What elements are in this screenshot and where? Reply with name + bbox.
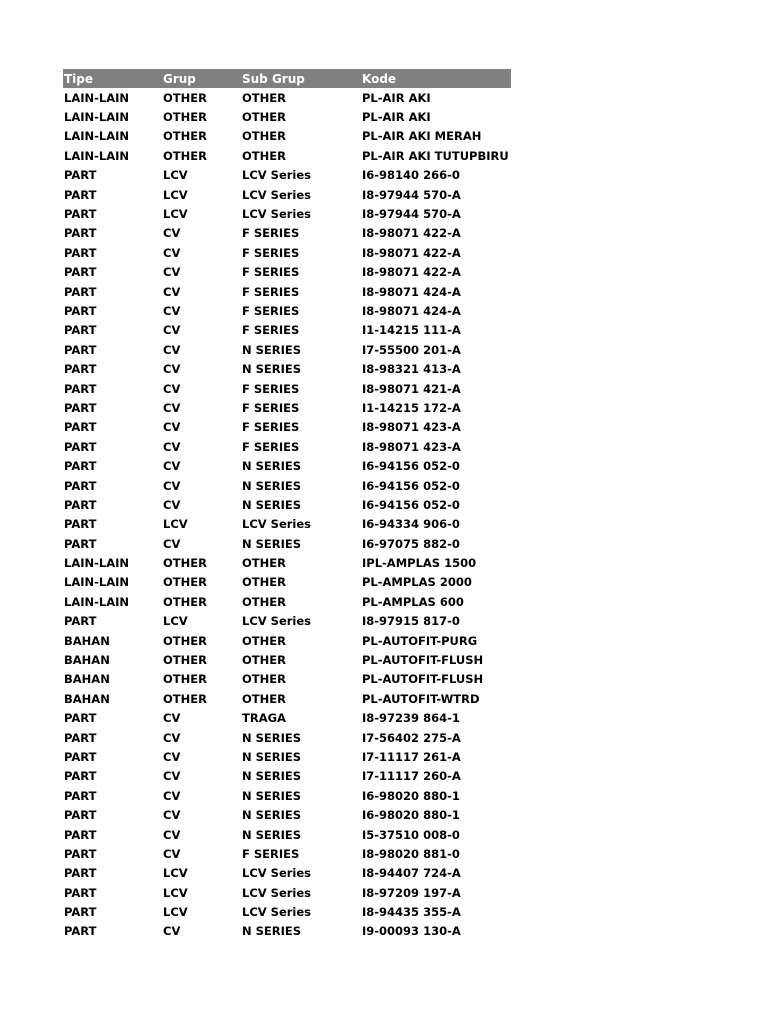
- cell-tipe: BAHAN: [64, 633, 110, 648]
- cell-kode: PL-AIR AKI: [362, 110, 431, 125]
- table-row: [63, 146, 511, 165]
- table-row: [63, 825, 511, 844]
- cell-tipe: PART: [64, 711, 97, 726]
- cell-sub-grup: LCV Series: [242, 866, 312, 881]
- table-row: [63, 922, 511, 941]
- cell-kode: PL-AUTOFIT-PURG: [362, 633, 478, 648]
- cell-kode: I8-97915 817-0: [362, 614, 460, 629]
- cell-grup: CV: [163, 536, 181, 551]
- cell-grup: CV: [163, 265, 181, 280]
- cell-tipe: LAIN-LAIN: [64, 129, 130, 144]
- table-row: [63, 553, 511, 572]
- table-body: [63, 88, 511, 941]
- table-row: [63, 612, 511, 631]
- cell-tipe: PART: [64, 730, 97, 745]
- cell-sub-grup: OTHER: [242, 110, 286, 125]
- cell-sub-grup: F SERIES: [242, 323, 300, 338]
- cell-tipe: PART: [64, 362, 97, 377]
- cell-tipe: PART: [64, 187, 97, 202]
- cell-kode: I7-55500 201-A: [362, 342, 461, 357]
- cell-grup: CV: [163, 323, 181, 338]
- cell-grup: CV: [163, 284, 181, 299]
- cell-sub-grup: N SERIES: [242, 730, 302, 745]
- table-row: [63, 786, 511, 805]
- cell-kode: PL-AIR AKI TUTUPBIRU: [362, 148, 509, 163]
- header-tipe: Tipe: [64, 71, 94, 86]
- cell-kode: I8-97209 197-A: [362, 885, 461, 900]
- cell-grup: OTHER: [163, 148, 207, 163]
- cell-sub-grup: F SERIES: [242, 400, 300, 415]
- cell-tipe: LAIN-LAIN: [64, 575, 130, 590]
- cell-grup: LCV: [163, 517, 188, 532]
- cell-grup: CV: [163, 749, 181, 764]
- table-row: [63, 185, 511, 204]
- cell-grup: CV: [163, 769, 181, 784]
- table-row: [63, 631, 511, 650]
- cell-grup: CV: [163, 497, 181, 512]
- cell-sub-grup: OTHER: [242, 148, 286, 163]
- cell-grup: CV: [163, 245, 181, 260]
- header-grup: Grup: [163, 71, 196, 86]
- cell-kode: I8-98071 423-A: [362, 420, 461, 435]
- table-row: [63, 127, 511, 146]
- cell-sub-grup: F SERIES: [242, 439, 300, 454]
- table-row: [63, 650, 511, 669]
- cell-grup: CV: [163, 846, 181, 861]
- cell-grup: CV: [163, 711, 181, 726]
- cell-kode: I5-37510 008-0: [362, 827, 460, 842]
- table-row: [63, 204, 511, 223]
- cell-kode: I8-98071 421-A: [362, 381, 461, 396]
- cell-sub-grup: OTHER: [242, 594, 286, 609]
- cell-sub-grup: N SERIES: [242, 478, 302, 493]
- cell-kode: I6-94156 052-0: [362, 459, 460, 474]
- cell-tipe: PART: [64, 245, 97, 260]
- cell-grup: OTHER: [163, 129, 207, 144]
- cell-grup: OTHER: [163, 653, 207, 668]
- cell-kode: I6-94334 906-0: [362, 517, 460, 532]
- cell-kode: I8-98020 881-0: [362, 846, 460, 861]
- cell-sub-grup: LCV Series: [242, 905, 312, 920]
- table-row: [63, 166, 511, 185]
- cell-kode: I8-97239 864-1: [362, 711, 460, 726]
- table-row: [63, 321, 511, 340]
- cell-grup: OTHER: [163, 594, 207, 609]
- cell-kode: I7-56402 275-A: [362, 730, 461, 745]
- cell-tipe: PART: [64, 439, 97, 454]
- cell-grup: CV: [163, 478, 181, 493]
- cell-tipe: PART: [64, 788, 97, 803]
- cell-kode: I8-98071 422-A: [362, 265, 461, 280]
- cell-sub-grup: F SERIES: [242, 420, 300, 435]
- cell-tipe: PART: [64, 827, 97, 842]
- cell-grup: CV: [163, 381, 181, 396]
- cell-sub-grup: N SERIES: [242, 749, 302, 764]
- cell-sub-grup: OTHER: [242, 556, 286, 571]
- table-row: [63, 282, 511, 301]
- cell-tipe: LAIN-LAIN: [64, 556, 130, 571]
- cell-grup: OTHER: [163, 556, 207, 571]
- cell-sub-grup: F SERIES: [242, 226, 300, 241]
- header-kode: Kode: [362, 71, 397, 86]
- table-row: [63, 864, 511, 883]
- cell-kode: I8-94407 724-A: [362, 866, 461, 881]
- cell-grup: OTHER: [163, 672, 207, 687]
- table-row: [63, 224, 511, 243]
- cell-kode: I6-94156 052-0: [362, 478, 460, 493]
- cell-sub-grup: F SERIES: [242, 846, 300, 861]
- cell-grup: CV: [163, 808, 181, 823]
- table-row: [63, 301, 511, 320]
- cell-sub-grup: LCV Series: [242, 885, 312, 900]
- cell-sub-grup: N SERIES: [242, 788, 302, 803]
- table-row: [63, 534, 511, 553]
- cell-tipe: PART: [64, 420, 97, 435]
- cell-grup: CV: [163, 400, 181, 415]
- cell-tipe: PART: [64, 769, 97, 784]
- cell-sub-grup: TRAGA: [242, 711, 286, 726]
- cell-tipe: PART: [64, 323, 97, 338]
- cell-sub-grup: LCV Series: [242, 168, 312, 183]
- table-row: [63, 747, 511, 766]
- table-row: [63, 476, 511, 495]
- cell-sub-grup: OTHER: [242, 653, 286, 668]
- cell-kode: I8-98321 413-A: [362, 362, 461, 377]
- cell-sub-grup: N SERIES: [242, 924, 302, 939]
- table-row: [63, 398, 511, 417]
- cell-tipe: PART: [64, 265, 97, 280]
- cell-kode: PL-AMPLAS 600: [362, 594, 464, 609]
- cell-grup: LCV: [163, 866, 188, 881]
- cell-sub-grup: OTHER: [242, 90, 286, 105]
- cell-tipe: PART: [64, 614, 97, 629]
- cell-kode: I8-94435 355-A: [362, 905, 461, 920]
- cell-kode: PL-AUTOFIT-FLUSH: [362, 672, 484, 687]
- cell-grup: LCV: [163, 614, 188, 629]
- cell-tipe: PART: [64, 168, 97, 183]
- table-row: [63, 263, 511, 282]
- cell-sub-grup: N SERIES: [242, 342, 302, 357]
- cell-grup: OTHER: [163, 575, 207, 590]
- cell-sub-grup: OTHER: [242, 691, 286, 706]
- cell-grup: CV: [163, 788, 181, 803]
- cell-sub-grup: N SERIES: [242, 459, 302, 474]
- table-row: [63, 670, 511, 689]
- cell-tipe: PART: [64, 207, 97, 222]
- cell-tipe: LAIN-LAIN: [64, 148, 130, 163]
- table-row: [63, 709, 511, 728]
- table-row: [63, 340, 511, 359]
- cell-grup: LCV: [163, 187, 188, 202]
- cell-tipe: LAIN-LAIN: [64, 594, 130, 609]
- cell-grup: LCV: [163, 905, 188, 920]
- cell-tipe: LAIN-LAIN: [64, 90, 130, 105]
- cell-tipe: PART: [64, 381, 97, 396]
- cell-sub-grup: N SERIES: [242, 362, 302, 377]
- table-row: [63, 418, 511, 437]
- cell-grup: OTHER: [163, 110, 207, 125]
- cell-tipe: PART: [64, 866, 97, 881]
- cell-tipe: BAHAN: [64, 672, 110, 687]
- cell-kode: I8-98071 424-A: [362, 303, 461, 318]
- cell-sub-grup: LCV Series: [242, 187, 312, 202]
- cell-kode: PL-AMPLAS 2000: [362, 575, 472, 590]
- table-row: [63, 379, 511, 398]
- cell-sub-grup: LCV Series: [242, 614, 312, 629]
- cell-tipe: PART: [64, 749, 97, 764]
- table-row: [63, 359, 511, 378]
- cell-sub-grup: N SERIES: [242, 827, 302, 842]
- cell-sub-grup: F SERIES: [242, 381, 300, 396]
- cell-grup: CV: [163, 924, 181, 939]
- cell-tipe: LAIN-LAIN: [64, 110, 130, 125]
- cell-tipe: PART: [64, 284, 97, 299]
- cell-tipe: PART: [64, 808, 97, 823]
- cell-sub-grup: OTHER: [242, 672, 286, 687]
- cell-kode: I6-98020 880-1: [362, 808, 460, 823]
- cell-tipe: PART: [64, 226, 97, 241]
- table-row: [63, 728, 511, 747]
- cell-grup: OTHER: [163, 90, 207, 105]
- cell-kode: PL-AIR AKI MERAH: [362, 129, 482, 144]
- cell-tipe: PART: [64, 885, 97, 900]
- table-row: [63, 437, 511, 456]
- cell-tipe: PART: [64, 459, 97, 474]
- table-row: [63, 495, 511, 514]
- cell-grup: CV: [163, 342, 181, 357]
- cell-grup: CV: [163, 439, 181, 454]
- cell-kode: I1-14215 172-A: [362, 400, 461, 415]
- cell-sub-grup: N SERIES: [242, 769, 302, 784]
- cell-grup: CV: [163, 226, 181, 241]
- cell-kode: I8-98071 422-A: [362, 245, 461, 260]
- cell-grup: OTHER: [163, 633, 207, 648]
- table-row: [63, 805, 511, 824]
- parts-table: [63, 69, 511, 941]
- cell-sub-grup: F SERIES: [242, 303, 300, 318]
- cell-tipe: PART: [64, 478, 97, 493]
- cell-kode: I7-11117 260-A: [362, 769, 461, 784]
- cell-grup: OTHER: [163, 691, 207, 706]
- table-header: [63, 69, 511, 88]
- cell-sub-grup: N SERIES: [242, 808, 302, 823]
- cell-kode: I1-14215 111-A: [362, 323, 461, 338]
- cell-grup: LCV: [163, 207, 188, 222]
- cell-tipe: PART: [64, 400, 97, 415]
- table-row: [63, 107, 511, 126]
- cell-tipe: PART: [64, 924, 97, 939]
- cell-kode: I8-98071 423-A: [362, 439, 461, 454]
- table-row: [63, 767, 511, 786]
- table-row: [63, 844, 511, 863]
- cell-tipe: PART: [64, 517, 97, 532]
- table-row: [63, 592, 511, 611]
- cell-grup: CV: [163, 420, 181, 435]
- cell-sub-grup: N SERIES: [242, 497, 302, 512]
- cell-sub-grup: LCV Series: [242, 207, 312, 222]
- cell-grup: CV: [163, 827, 181, 842]
- table-row: [63, 883, 511, 902]
- table-row: [63, 573, 511, 592]
- cell-tipe: PART: [64, 536, 97, 551]
- cell-tipe: PART: [64, 303, 97, 318]
- header-sub-grup: Sub Grup: [242, 71, 305, 86]
- cell-grup: CV: [163, 730, 181, 745]
- cell-kode: I6-98140 266-0: [362, 168, 460, 183]
- cell-sub-grup: OTHER: [242, 575, 286, 590]
- table-row: [63, 88, 511, 107]
- cell-tipe: BAHAN: [64, 691, 110, 706]
- cell-kode: PL-AUTOFIT-FLUSH: [362, 653, 484, 668]
- cell-kode: I9-00093 130-A: [362, 924, 461, 939]
- table-row: [63, 243, 511, 262]
- cell-kode: IPL-AMPLAS 1500: [362, 556, 477, 571]
- table-row: [63, 515, 511, 534]
- cell-sub-grup: OTHER: [242, 129, 286, 144]
- cell-tipe: PART: [64, 905, 97, 920]
- cell-kode: I8-98071 424-A: [362, 284, 461, 299]
- cell-kode: I7-11117 261-A: [362, 749, 461, 764]
- cell-sub-grup: LCV Series: [242, 517, 312, 532]
- cell-sub-grup: F SERIES: [242, 245, 300, 260]
- cell-kode: I8-97944 570-A: [362, 207, 461, 222]
- cell-grup: LCV: [163, 168, 188, 183]
- cell-grup: LCV: [163, 885, 188, 900]
- cell-kode: I6-94156 052-0: [362, 497, 460, 512]
- cell-sub-grup: F SERIES: [242, 265, 300, 280]
- table-row: [63, 902, 511, 921]
- cell-grup: CV: [163, 459, 181, 474]
- cell-sub-grup: OTHER: [242, 633, 286, 648]
- cell-kode: I8-98071 422-A: [362, 226, 461, 241]
- cell-grup: CV: [163, 362, 181, 377]
- cell-kode: I6-98020 880-1: [362, 788, 460, 803]
- cell-kode: I6-97075 882-0: [362, 536, 460, 551]
- cell-kode: I8-97944 570-A: [362, 187, 461, 202]
- cell-kode: PL-AIR AKI: [362, 90, 431, 105]
- cell-tipe: PART: [64, 846, 97, 861]
- cell-grup: CV: [163, 303, 181, 318]
- cell-tipe: PART: [64, 342, 97, 357]
- cell-sub-grup: N SERIES: [242, 536, 302, 551]
- cell-tipe: BAHAN: [64, 653, 110, 668]
- table-row: [63, 456, 511, 475]
- table-row: [63, 689, 511, 708]
- cell-sub-grup: F SERIES: [242, 284, 300, 299]
- cell-kode: PL-AUTOFIT-WTRD: [362, 691, 480, 706]
- cell-tipe: PART: [64, 497, 97, 512]
